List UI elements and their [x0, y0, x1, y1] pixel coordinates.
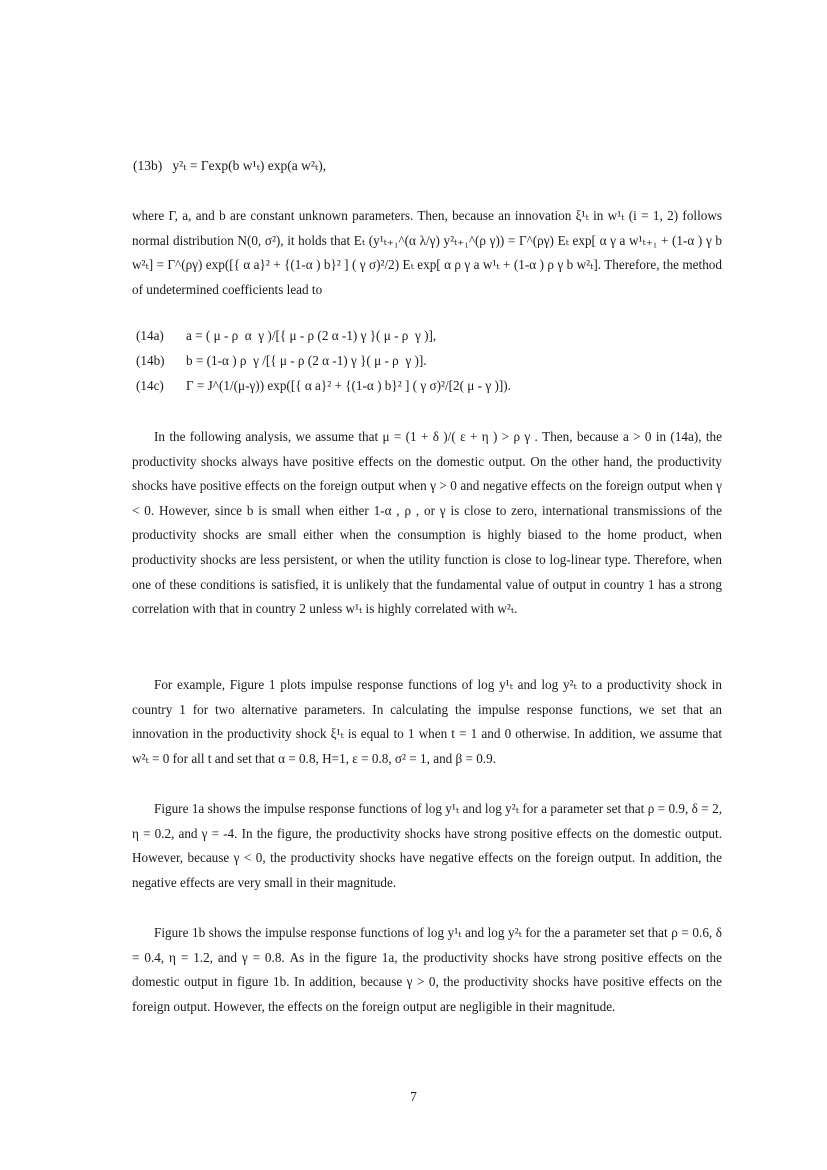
equation-14c [136, 374, 511, 399]
paragraph-analysis-assumptions [132, 425, 722, 622]
equation-expression: Γ = J^(1/(μ-γ)) exp([{ α a}² + {(1-α ) b}² ] ( γ σ)²/[2( μ - γ )]). [186, 377, 511, 393]
equation-tag: (14a) [136, 328, 164, 343]
paragraph-text: where Γ, a, and b are constant unknown parameters. Then, because an innovation ξ¹ₜ in w¹ₜ (i = 1, 2) follows normal distribution N(0, σ²), it holds that Eₜ (y¹ₜ₊₁^(α λ/γ) y²ₜ₊₁^(ρ γ)) = Γ^(ργ) Eₜ exp[ α γ a w¹ₜ₊₁ + (1-α ) γ b w²ₜ] = Γ^(ργ) exp([{ α a}² + {(1-α ) b}² ] ( γ σ)²/2) Eₜ exp[ α ρ γ a w¹ₜ + (1-α ) ρ γ b w²ₜ]. Therefore, the method of undetermined coefficients lead to [132, 208, 722, 297]
paragraph-figure-1b [132, 921, 722, 1019]
page-number: 7 [410, 1089, 417, 1104]
paragraph-undetermined-coefficients [132, 204, 722, 302]
equations-14 [136, 324, 511, 398]
equation-14a [136, 324, 511, 349]
paragraph-text: For example, Figure 1 plots impulse response functions of log y¹ₜ and log y²ₜ to a productivity shock in country 1 for two alternative parameters. In calculating the impulse response functions, we set that an innovation in the productivity shock ξ¹ₜ is equal to 1 when t = 1 and 0 otherwise. In addition, we assume that w²ₜ = 0 for all t and set that α = 0.8, H=1, ε = 0.8, σ² = 1, and β = 0.9. [132, 677, 722, 766]
equation-tag: (14b) [136, 352, 165, 368]
paragraph-text: Figure 1a shows the impulse response functions of log y¹ₜ and log y²ₜ for a parameter set that ρ = 0.9, δ = 2, η = 0.2, and γ = -4. In the figure, the productivity shocks have strong positive effects on the domestic output. However, because γ < 0, the productivity shocks have negative effects on the foreign output. In addition, the negative effects are very small in their magnitude. [132, 801, 722, 890]
equation-expression: b = (1-α ) ρ γ /[{ μ - ρ (2 α -1) γ }( μ - ρ γ )]. [186, 352, 427, 368]
paragraph-figure-1a [132, 797, 722, 895]
equation-tag: (14c) [136, 377, 164, 393]
paragraph-text: In the following analysis, we assume that μ = (1 + δ )/( ε + η ) > ρ γ . Then, because a > 0 in (14a), the productivity shocks always have positive effects on the domestic output. On the other hand, the productivity shocks have positive effects on the foreign output when γ > 0 and negative effects on the foreign output when γ < 0. However, since b is small when either 1-α , ρ , or γ is close to zero, international transmissions of the productivity shocks are small either when the consumption is highly biased to the home product, when productivity shocks are less persistent, or when the utility function is close to log-linear type. Therefore, when one of these conditions is satisfied, it is unlikely that the fundamental value of output in country 1 has a strong correlation with that in country 2 unless w¹ₜ is highly correlated with w²ₜ. [132, 429, 722, 617]
paragraph-figure-1-intro [132, 673, 722, 771]
paragraph-text: Figure 1b shows the impulse response functions of log y¹ₜ and log y²ₜ for the a parameter set that ρ = 0.6, δ = 0.4, η = 1.2, and γ = 0.8. As in the figure 1a, the productivity shocks have strong positive effects on the domestic output in figure 1b. In addition, because γ > 0, the productivity shocks have positive effects on the foreign output. However, the effects on the foreign output are negligible in their magnitude. [132, 925, 722, 1014]
equation-14b [136, 349, 511, 374]
equation-expression: a = ( μ - ρ α γ )/[{ μ - ρ (2 α -1) γ }( μ - ρ γ )], [186, 328, 437, 343]
equation-13b: (13b) y²ₜ = Γexp(b w¹ₜ) exp(a w²ₜ), [133, 158, 327, 173]
